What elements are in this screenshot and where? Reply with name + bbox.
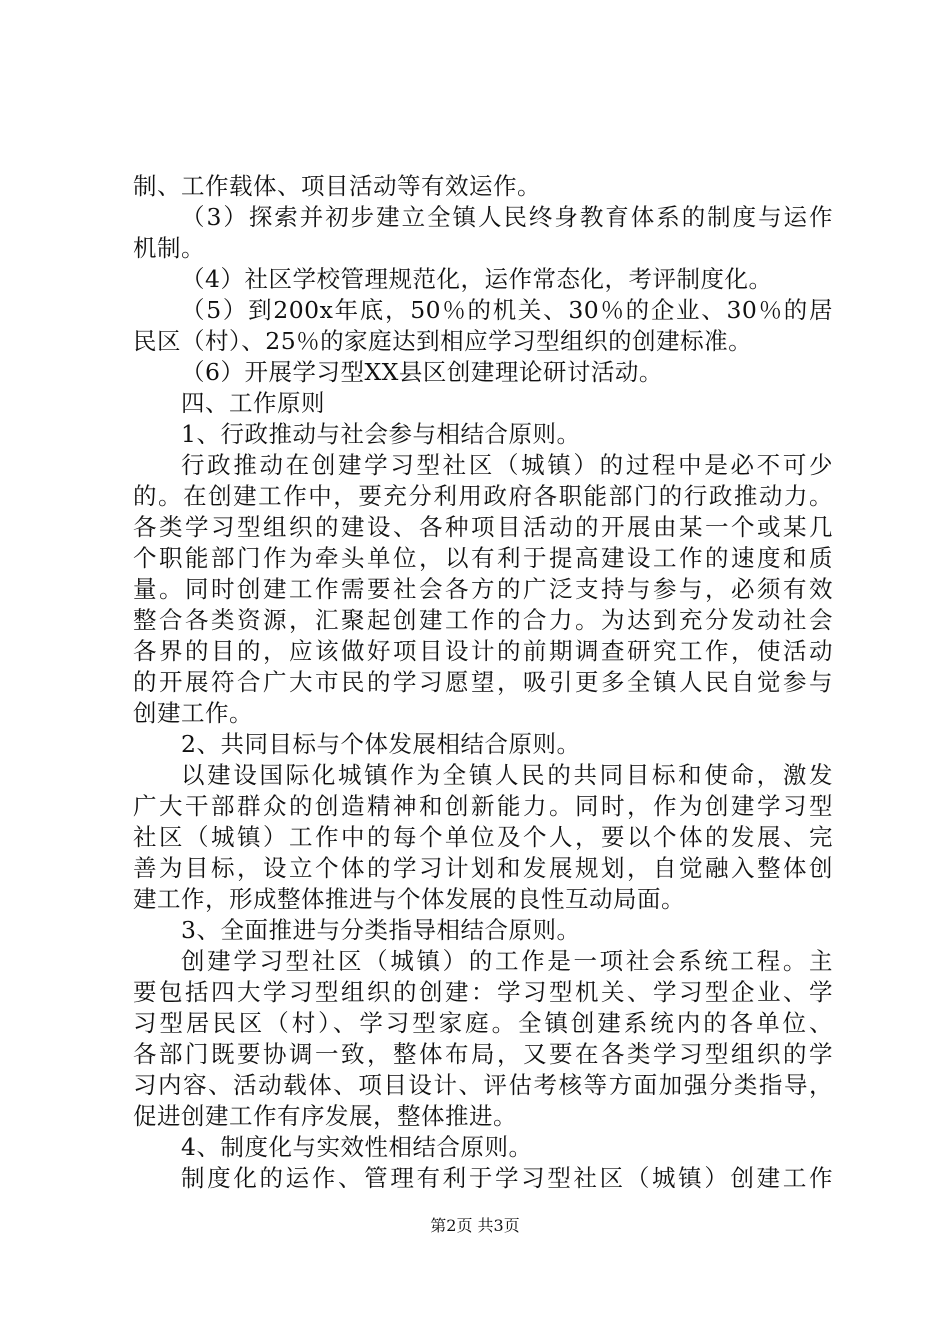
text-line: 广大干部群众的创造精神和创新能力。同时，作为创建学习型 bbox=[133, 792, 833, 820]
text-line: （6）开展学习型XX县区创建理论研讨活动。 bbox=[181, 358, 663, 386]
text-line: 各类学习型组织的建设、各种项目活动的开展由某一个或某几 bbox=[133, 513, 833, 541]
text-line: 要包括四大学习型组织的创建：学习型机关、学习型企业、学 bbox=[133, 978, 833, 1006]
text-line: 行政推动在创建学习型社区（城镇）的过程中是必不可少 bbox=[181, 451, 833, 479]
text-line: 四、工作原则 bbox=[181, 389, 325, 417]
text-line: （3）探索并初步建立全镇人民终身教育体系的制度与运作 bbox=[181, 203, 833, 231]
text-line: 建工作，形成整体推进与个体发展的良性互动局面。 bbox=[133, 885, 685, 913]
text-line: 量。同时创建工作需要社会各方的广泛支持与参与，必须有效 bbox=[133, 575, 833, 603]
text-line: 创建学习型社区（城镇）的工作是一项社会系统工程。主 bbox=[181, 947, 833, 975]
text-line: 的。在创建工作中，要充分利用政府各职能部门的行政推动力。 bbox=[133, 482, 833, 510]
text-line: 的开展符合广大市民的学习愿望，吸引更多全镇人民自觉参与 bbox=[133, 668, 833, 696]
text-line: 机制。 bbox=[133, 234, 205, 262]
text-line: （4）社区学校管理规范化，运作常态化，考评制度化。 bbox=[181, 265, 773, 293]
text-line: 制、工作载体、项目活动等有效运作。 bbox=[133, 172, 541, 200]
text-line: 社区（城镇）工作中的每个单位及个人，要以个体的发展、完 bbox=[133, 823, 833, 851]
text-line: 习型居民区（村）、学习型家庭。全镇创建系统内的各单位、 bbox=[133, 1009, 833, 1037]
page-footer: 第2页 共3页 bbox=[430, 1216, 520, 1235]
text-line: 3、全面推进与分类指导相结合原则。 bbox=[181, 916, 581, 944]
text-line: 善为目标，设立个体的学习计划和发展规划，自觉融入整体创 bbox=[133, 854, 833, 882]
text-line: （5）到200x年底，50％的机关、30％的企业、30％的居 bbox=[181, 296, 833, 324]
text-line: 制度化的运作、管理有利于学习型社区（城镇）创建工作 bbox=[181, 1164, 833, 1192]
text-line: 个职能部门作为牵头单位，以有利于提高建设工作的速度和质 bbox=[133, 544, 833, 572]
text-line: 2、共同目标与个体发展相结合原则。 bbox=[181, 730, 581, 758]
text-line: 习内容、活动载体、项目设计、评估考核等方面加强分类指导， bbox=[133, 1071, 833, 1099]
text-line: 促进创建工作有序发展，整体推进。 bbox=[133, 1102, 517, 1130]
document-body bbox=[133, 171, 833, 1194]
text-line: 民区（村）、25％的家庭达到相应学习型组织的创建标准。 bbox=[133, 327, 753, 355]
text-line: 整合各类资源，汇聚起创建工作的合力。为达到充分发动社会 bbox=[133, 606, 833, 634]
text-line: 4、制度化与实效性相结合原则。 bbox=[181, 1133, 533, 1161]
text-line: 创建工作。 bbox=[133, 699, 253, 727]
text-line: 1、行政推动与社会参与相结合原则。 bbox=[181, 420, 581, 448]
text-line: 以建设国际化城镇作为全镇人民的共同目标和使命，激发 bbox=[181, 761, 833, 789]
text-line: 各部门既要协调一致，整体布局，又要在各类学习型组织的学 bbox=[133, 1040, 833, 1068]
text-line: 各界的目的，应该做好项目设计的前期调查研究工作，使活动 bbox=[133, 637, 833, 665]
